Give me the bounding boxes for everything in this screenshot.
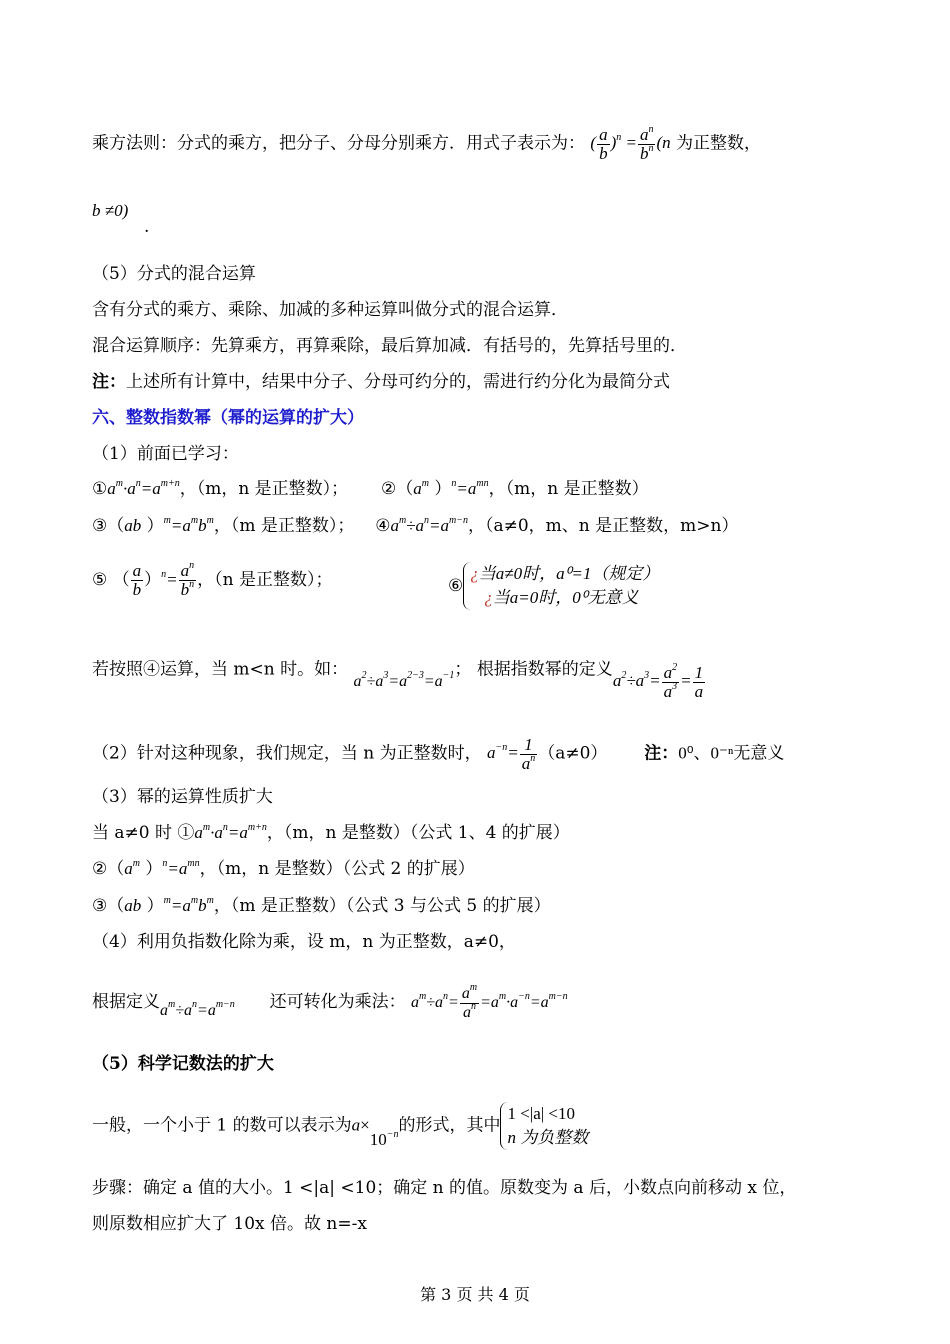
steps-line-1: 步骤：确定 a 值的大小。1 <|a| <10；确定 n 的值。原数变为 a 后，小数点向前移动 x 位， [92, 1178, 797, 1198]
formula-line-1 [92, 478, 649, 500]
ext1-prefix: 当 a≠0 时 ① [92, 823, 195, 843]
note-line [92, 371, 670, 393]
power-rule-line [92, 126, 761, 163]
ext3-cond: ，（m 是正整数）（公式 3 与公式 5 的扩展） [213, 896, 551, 916]
ext-line-1 [92, 822, 570, 844]
formula-1-cond: ，（m，n 是正整数）； [179, 479, 349, 499]
formula-3: ③（ab ）$^m=a^mb^m$ [92, 515, 214, 536]
example-definition-formula: $a^2\div a^3=$ $\frac{a^2}{a^3}$ = $\frac{1}{a}$ [612, 662, 704, 701]
power-rule-dot: . [144, 217, 150, 237]
ext-heading: （3）幂的运算性质扩大 [92, 787, 273, 807]
example-formula: $a^2\div a^3=a^{2-3}=a^{-1}$ [353, 670, 455, 691]
rule2-formula: $a^{-n}=$ $\frac{1}{a^n}$ [486, 735, 536, 773]
neg-heading: （4）利用负指数化除为乘，设 m，n 为正整数，a≠0， [92, 932, 516, 952]
ext1-cond: ，（m，n 是整数）（公式 1、4 的扩展） [266, 823, 570, 843]
neg-def-formula: $a^m\div a^n=a^{m-n}$ [160, 999, 235, 1020]
formula-4: $④a^m\div a^n=a^{m-n}$ [375, 515, 468, 536]
mixed-order: 混合运算顺序：先算乘方，再算乘除，最后算加减．有括号的，先算括号里的． [92, 336, 687, 356]
ext3-formula: ③（ab ）$^m=a^mb^m$ [92, 895, 214, 916]
note-label: 注： [92, 372, 126, 392]
neg-mult-formula: $a^m\div a^n=$ $\frac{a^m}{a^n}$ $=a^m\cdot a^{-n}=a^{m-n}$ [411, 982, 568, 1021]
formula-line-3 [92, 562, 333, 599]
ext-line-2 [92, 858, 475, 880]
ext-line-3 [92, 895, 551, 917]
formula-6-brace: ¿当a≠0时，a⁰=1（规定） ¿当a=0时，0⁰无意义 [463, 562, 659, 610]
rule2-note-label: 注： [644, 743, 679, 764]
note-text: 上述所有计算中，结果中分子、分母可约分的，需进行约分化为最简分式 [126, 372, 670, 392]
example-line: 若按照④运算，当 m<n 时。如： $a^2\div a^3=a^{2-3}=a^{-1}$； 根据指数幂的定义$a^2\div a^3=$ $\frac{a^2}{a^3}$ = $\frac{1}{a}$ [92, 652, 706, 689]
sci-form-tail: 的形式，其中 [398, 1115, 501, 1136]
formula-3-cond: ，（m 是正整数）； [213, 516, 355, 536]
power-rule-formula: ( $\frac{a}{b}$ )$^n$ = $\frac{a^n}{b^n}$ (n [590, 124, 671, 163]
ext1-formula: $a^m\cdot a^n=a^{m+n}$ [194, 822, 267, 842]
neg-def: 根据定义 [92, 992, 160, 1013]
sci-cond-1: 1 <|a| <10 [507, 1104, 575, 1123]
sci-form: $a\times 10^{-n}$ [351, 1115, 399, 1149]
sci-text: 一般，一个小于 1 的数可以表示为 [92, 1115, 352, 1136]
section6-title: 六、整数指数幂（幂的运算的扩大） [92, 408, 364, 428]
power-rule-text: 乘方法则：分式的乘方，把分子、分母分别乘方．用式子表示为： [92, 133, 585, 154]
rule2-cond: （a≠0） [538, 743, 608, 764]
neg-mult: 还可转化为乘法： [269, 992, 406, 1013]
formula-5-cond: ，（n 是正整数）； [197, 570, 333, 590]
sci-brace [500, 1102, 588, 1150]
learned-heading: （1）前面已学习： [92, 444, 239, 464]
example-text: 若按照④运算，当 m<n 时。如： [92, 659, 349, 680]
power-rule-tail: 为正整数， [676, 133, 762, 154]
rule2-text: （2）针对这种现象，我们规定，当 n 为正整数时， [92, 743, 482, 764]
formula-1: $①a^m\cdot a^n=a^{m+n}$ [92, 478, 180, 499]
page-footer: 第 3 页 共 4 页 [420, 1285, 530, 1304]
rule2-line [92, 736, 784, 773]
steps-line-2: 则原数相应扩大了 10x 倍。故 n=-x [92, 1214, 367, 1234]
mixed-heading: （5）分式的混合运算 [92, 264, 256, 284]
example-definition: 根据指数幂的定义 [476, 659, 613, 680]
formula-6: ⑥ ¿当a≠0时，a⁰=1（规定） ¿当a=0时，0⁰无意义 [448, 562, 659, 610]
ext2-cond: ，（m，n 是整数）（公式 2 的扩展） [199, 859, 475, 879]
formula-2: $②(a^m$ ）$^n=a^{mn}$ [381, 478, 489, 499]
formula-6-line1: 当a≠0时，a⁰=1（规定） [478, 564, 660, 583]
rule2-note-text: 0⁰、0⁻ⁿ无意义 [678, 743, 785, 763]
formula-line-2 [92, 515, 738, 537]
formula-4-cond: ，（a≠0，m、n 是正整数，m>n） [467, 516, 739, 536]
neg-line [92, 982, 568, 1022]
mixed-definition: 含有分式的乘方、乘除、加减的多种运算叫做分式的混合运算． [92, 300, 568, 320]
formula-6-line2: 当a=0时，0⁰无意义 [492, 588, 639, 607]
ext2-formula: $②(a^m$ ）$^n=a^{mn}$ [92, 858, 200, 879]
formula-2-cond: ，（m，n 是正整数） [488, 479, 649, 499]
formula-5: ⑤ （ $\frac{a}{b}$ ）$^n$= $\frac{a^n}{b^n}$ [92, 560, 195, 599]
sci-heading: （5）科学记数法的扩大 [92, 1054, 274, 1074]
power-rule-condition: b ≠0) [92, 201, 129, 220]
sci-cond-2: n 为负整数 [507, 1128, 589, 1147]
sci-line [92, 1102, 588, 1150]
